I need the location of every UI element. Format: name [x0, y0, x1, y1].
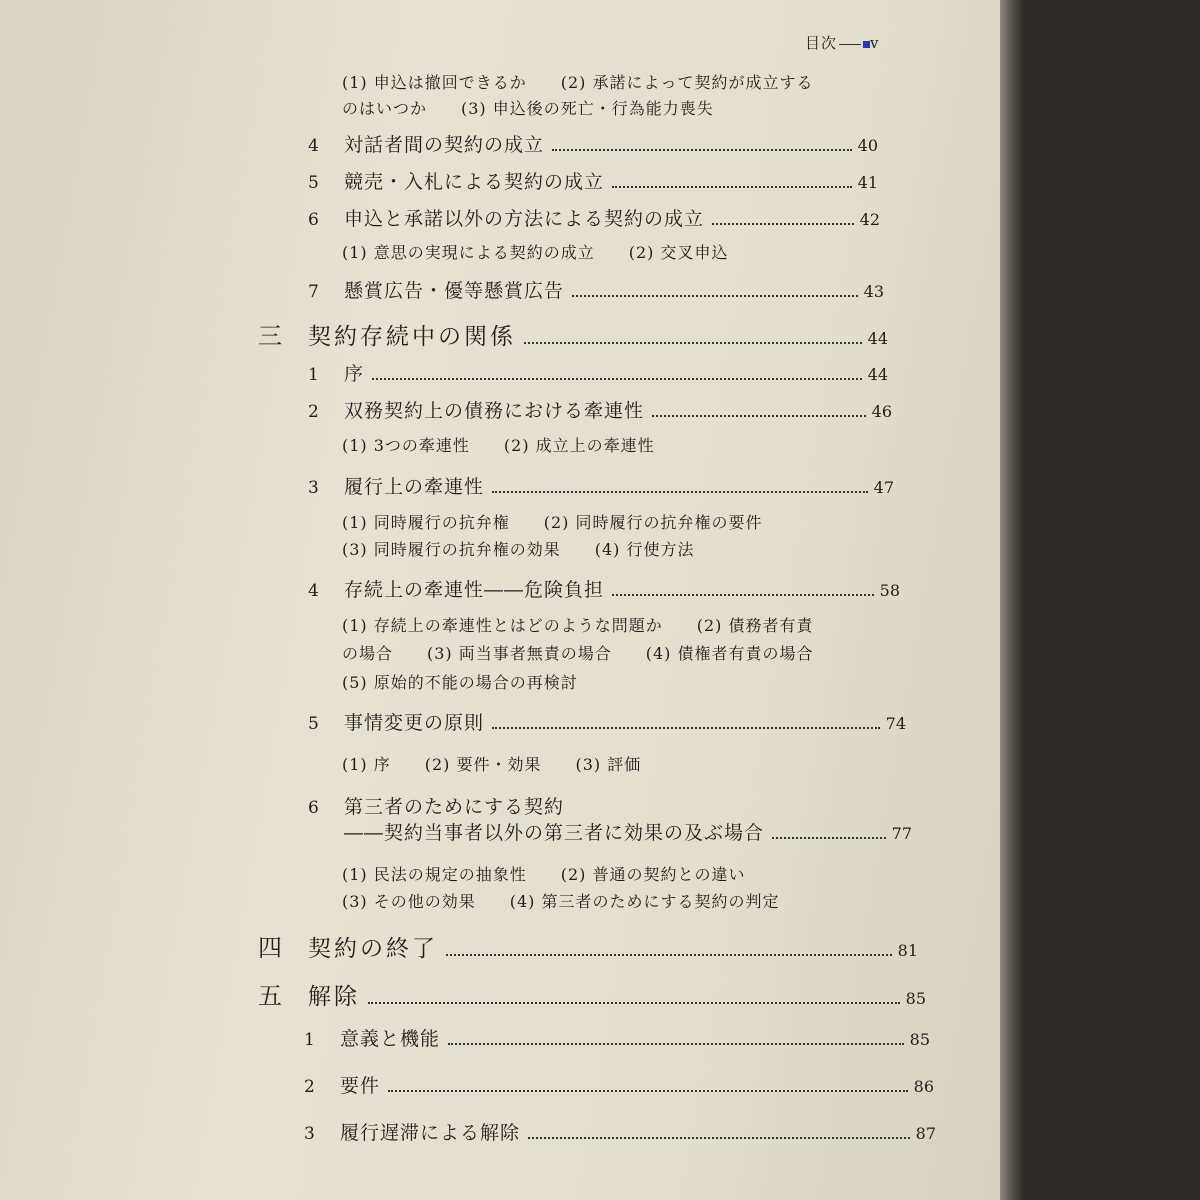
chapter-title: 契約存続中の関係 [308, 324, 516, 350]
entry-page: 46 [871, 402, 892, 421]
entry-title: 存続上の牽連性――危険負担 [344, 579, 605, 601]
entry-number: 6 [308, 210, 319, 230]
entry-page: 86 [913, 1077, 934, 1096]
toc-chapter [258, 928, 918, 963]
sub-items: の場合 (3) 両当事者無責の場合 (4) 債権者有責の場合 [342, 644, 814, 663]
toc-chapter [258, 976, 926, 1011]
leader-dots [524, 342, 862, 344]
entry-number: 1 [304, 1030, 315, 1050]
entry-title: 双務契約上の債務における牽連性 [344, 400, 645, 422]
toc-entry [308, 204, 880, 231]
entry-page: 85 [909, 1030, 930, 1049]
entry-page: 41 [857, 173, 878, 192]
toc-entry [304, 1024, 930, 1051]
leader-dots [652, 415, 866, 417]
leader-dots [712, 223, 854, 225]
entry-page: 44 [867, 329, 888, 348]
toc-entry [308, 276, 884, 303]
sub-items: (1) 3つの牽連性 (2) 成立上の牽連性 [342, 436, 655, 455]
entry-number: 6 [308, 798, 319, 818]
leader-dots [368, 1002, 900, 1004]
toc-entry [304, 1071, 934, 1098]
chapter-number: 四 [258, 934, 282, 962]
sub-items: (3) その他の効果 (4) 第三者のためにする契約の判定 [342, 892, 780, 911]
sub-items: (3) 同時履行の抗弁権の効果 (4) 行使方法 [342, 540, 695, 559]
toc-chapter [258, 316, 888, 351]
sub-items: (1) 民法の規定の抽象性 (2) 普通の契約との違い [342, 865, 746, 884]
entry-number: 1 [308, 365, 319, 385]
entry-page: 77 [891, 824, 912, 843]
leader-dots [388, 1090, 908, 1092]
entry-title: 要件 [340, 1075, 381, 1097]
entry-number: 2 [304, 1077, 315, 1097]
leader-dots [612, 186, 852, 188]
leader-dots [446, 954, 892, 956]
sub-items: (1) 同時履行の抗弁権 (2) 同時履行の抗弁権の要件 [342, 513, 763, 532]
entry-page: 40 [857, 136, 878, 155]
entry-title: 第三者のためにする契約 [344, 796, 565, 818]
leader-dots [612, 594, 874, 596]
entry-subtitle: ――契約当事者以外の第三者に効果の及ぶ場合 [344, 822, 765, 844]
entry-title: 履行遅滞による解除 [340, 1122, 521, 1144]
entry-number: 7 [308, 282, 319, 302]
header-label: 目次 [805, 34, 838, 52]
entry-page: 87 [915, 1124, 936, 1143]
entry-page: 47 [873, 478, 894, 497]
sub-items: (5) 原始的不能の場合の再検討 [342, 673, 578, 692]
entry-page: 81 [897, 941, 918, 960]
header-page-number: v [870, 34, 880, 52]
entry-number: 3 [308, 478, 319, 498]
toc-entry [304, 1118, 936, 1145]
chapter-title: 契約の終了 [308, 936, 438, 962]
sub-items: (1) 存続上の牽連性とはどのような問題か (2) 債務者有責 [342, 616, 814, 635]
leader-dots [572, 295, 858, 297]
sub-items: (1) 申込は撤回できるか (2) 承諾によって契約が成立する [342, 73, 814, 92]
entry-page: 42 [859, 210, 880, 229]
entry-page: 58 [879, 581, 900, 600]
toc-entry [308, 167, 878, 194]
entry-title: 懸賞広告・優等懸賞広告 [344, 280, 565, 302]
entry-title: 序 [344, 363, 365, 385]
entry-title: 競売・入札による契約の成立 [344, 171, 605, 193]
entry-number: 4 [308, 581, 319, 601]
entry-title: 対話者間の契約の成立 [344, 134, 545, 156]
chapter-title: 解除 [308, 984, 360, 1010]
entry-title: 履行上の牽連性 [344, 476, 485, 498]
entry-page: 44 [867, 365, 888, 384]
entry-title: 事情変更の原則 [344, 712, 485, 734]
entry-page: 85 [905, 989, 926, 1008]
leader-dots [552, 149, 852, 151]
toc-entry-subtitle [344, 818, 912, 845]
sub-items: のはいつか (3) 申込後の死亡・行為能力喪失 [342, 99, 714, 118]
chapter-number: 三 [258, 322, 282, 350]
leader-dots [492, 491, 868, 493]
entry-number: 2 [308, 402, 319, 422]
page-edge-shadow [1000, 0, 1024, 1200]
leader-dots [528, 1137, 910, 1139]
entry-number: 5 [308, 714, 319, 734]
entry-title: 申込と承諾以外の方法による契約の成立 [344, 208, 705, 230]
leader-dots [448, 1043, 904, 1045]
entry-number: 3 [304, 1124, 315, 1144]
entry-page: 74 [885, 714, 906, 733]
chapter-number: 五 [258, 982, 282, 1010]
toc-entry [308, 396, 892, 423]
entry-page: 43 [863, 282, 884, 301]
entry-number: 5 [308, 173, 319, 193]
toc-entry [308, 575, 900, 602]
toc-entry [308, 792, 906, 819]
sub-items: (1) 序 (2) 要件・効果 (3) 評価 [342, 755, 642, 774]
leader-dots [492, 727, 880, 729]
toc-entry [308, 130, 878, 157]
entry-title: 意義と機能 [340, 1028, 441, 1050]
toc-entry [308, 472, 894, 499]
sub-items: (1) 意思の実現による契約の成立 (2) 交叉申込 [342, 243, 729, 262]
toc-entry [308, 359, 888, 386]
entry-number: 4 [308, 136, 319, 156]
leader-dots [772, 837, 886, 839]
leader-dots [372, 378, 862, 380]
toc-entry [308, 708, 906, 735]
